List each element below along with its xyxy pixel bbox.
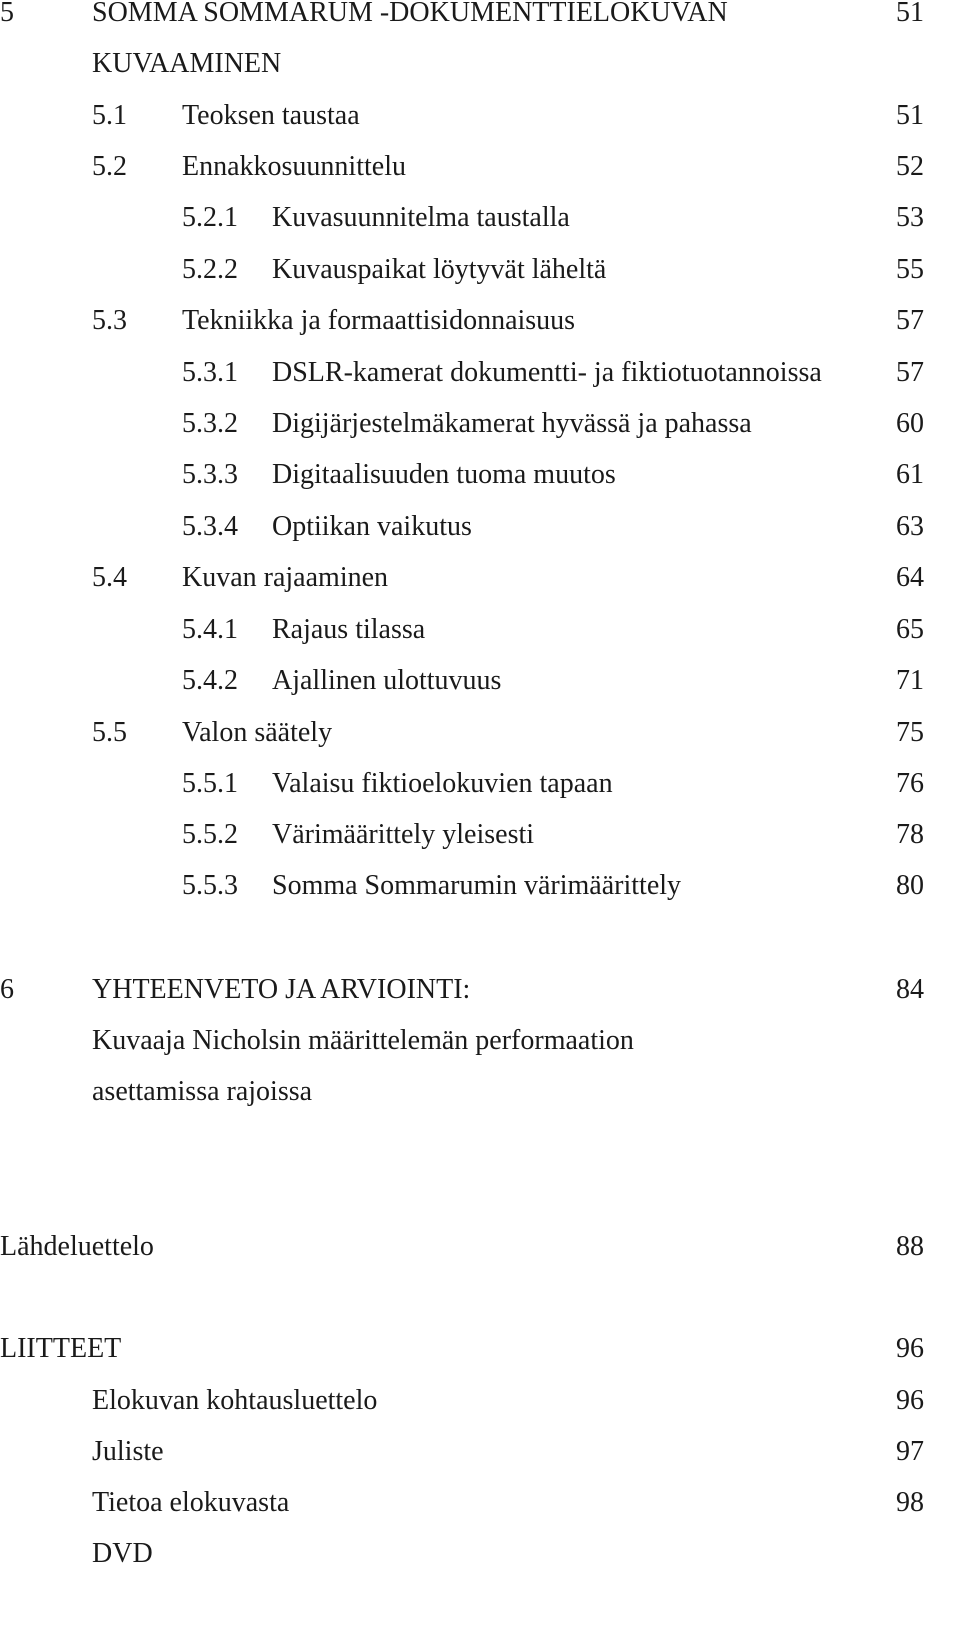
toc-entry-number: 5.2 (92, 151, 127, 182)
toc-entry-number: 5.5 (92, 717, 127, 748)
toc-entry (0, 661, 960, 701)
toc-page-number: 57 (896, 357, 924, 388)
toc-entry-number: 5.3.3 (182, 459, 238, 490)
toc-page-number: 52 (896, 151, 924, 182)
toc-entry-title: Valon säätely (182, 717, 333, 748)
toc-appendices-title: LIITTEET (0, 1333, 122, 1364)
toc-entry-number: 5.4.2 (182, 665, 238, 696)
toc-entry-number: 5.4 (92, 562, 127, 593)
toc-appendix-title: Elokuvan kohtausluettelo (92, 1385, 378, 1416)
toc-entry-number: 5.2.2 (182, 254, 238, 285)
toc-entry (0, 96, 960, 136)
toc-chapter-title: YHTEENVETO JA ARVIOINTI: (92, 974, 471, 1005)
toc-chapter-number: 5 (0, 0, 14, 28)
toc-page-number: 76 (896, 768, 924, 799)
toc-page-number: 96 (896, 1333, 924, 1364)
toc-entry (0, 558, 960, 598)
toc-chapter-5-continuation (0, 44, 960, 84)
toc-page-number: 57 (896, 305, 924, 336)
toc-entry (0, 404, 960, 444)
toc-chapter-title: SOMMA SOMMARUM -DOKUMENTTIELOKUVAN (92, 0, 728, 28)
toc-entry (0, 198, 960, 238)
toc-entry-number: 5.3.2 (182, 408, 238, 439)
toc-chapter-title-continuation: KUVAAMINEN (92, 48, 282, 79)
toc-chapter-5 (0, 0, 960, 33)
toc-entry-title: Kuvasuunnitelma taustalla (272, 202, 570, 233)
toc-entry (0, 815, 960, 855)
toc-appendix-title: Juliste (92, 1436, 164, 1467)
toc-page-number: 80 (896, 870, 924, 901)
toc-chapter-subtitle: asettamissa rajoissa (92, 1076, 313, 1107)
toc-entry-title: Ajallinen ulottuvuus (272, 665, 502, 696)
toc-entry-title: Kuvan rajaaminen (182, 562, 389, 593)
toc-appendices (0, 1329, 960, 1369)
toc-entry-number: 5.5.2 (182, 819, 238, 850)
toc-page-number: 98 (896, 1487, 924, 1518)
toc-page-number: 55 (896, 254, 924, 285)
toc-appendix-item (0, 1534, 960, 1574)
toc-chapter-6 (0, 970, 960, 1010)
toc-entry-number: 5.4.1 (182, 614, 238, 645)
toc-page-number: 60 (896, 408, 924, 439)
toc-page-number: 65 (896, 614, 924, 645)
toc-entry (0, 866, 960, 906)
toc-entry (0, 455, 960, 495)
toc-entry-title: Teoksen taustaa (182, 100, 360, 131)
toc-page-number: 53 (896, 202, 924, 233)
toc-page-number: 51 (896, 100, 924, 131)
toc-entry (0, 764, 960, 804)
toc-chapter-6-continuation (0, 1072, 960, 1112)
toc-page-number: 97 (896, 1436, 924, 1467)
toc-entry (0, 507, 960, 547)
toc-entry (0, 353, 960, 393)
toc-appendix-item (0, 1483, 960, 1523)
toc-entry-title: Rajaus tilassa (272, 614, 426, 645)
toc-appendix-title: Tietoa elokuvasta (92, 1487, 290, 1518)
toc-entry-number: 5.3 (92, 305, 127, 336)
toc-entry-title: Optiikan vaikutus (272, 511, 472, 542)
toc-chapter-number: 6 (0, 974, 14, 1005)
toc-references (0, 1227, 960, 1267)
toc-entry (0, 250, 960, 290)
toc-page-number: 61 (896, 459, 924, 490)
toc-chapter-subtitle: Kuvaaja Nicholsin määrittelemän performaation (92, 1025, 634, 1056)
toc-entry-number: 5.5.3 (182, 870, 238, 901)
toc-appendix-item (0, 1432, 960, 1472)
toc-entry-number: 5.3.4 (182, 511, 238, 542)
toc-page-number: 96 (896, 1385, 924, 1416)
toc-page-number: 78 (896, 819, 924, 850)
toc-entry-number: 5.5.1 (182, 768, 238, 799)
toc-entry-number: 5.1 (92, 100, 127, 131)
toc-entry-title: Kuvauspaikat löytyvät läheltä (272, 254, 607, 285)
toc-entry-title: Digijärjestelmäkamerat hyvässä ja pahassa (272, 408, 752, 439)
toc-page-number: 71 (896, 665, 924, 696)
toc-page-number: 63 (896, 511, 924, 542)
toc-page-number: 51 (896, 0, 924, 28)
toc-entry-title: Tekniikka ja formaattisidonnaisuus (182, 305, 576, 336)
toc-page-number: 64 (896, 562, 924, 593)
toc-entry-number: 5.3.1 (182, 357, 238, 388)
toc-appendix-title: DVD (92, 1538, 153, 1569)
toc-entry (0, 301, 960, 341)
toc-chapter-6-continuation (0, 1021, 960, 1061)
toc-entry-number: 5.2.1 (182, 202, 238, 233)
toc-entry-title: Ennakkosuunnittelu (182, 151, 406, 182)
toc-appendix-item (0, 1381, 960, 1421)
toc-entry-title: DSLR-kamerat dokumentti- ja fiktiotuotannoissa (272, 357, 822, 388)
toc-page-number: 84 (896, 974, 924, 1005)
toc-entry-title: Valaisu fiktioelokuvien tapaan (272, 768, 613, 799)
toc-entry-title: Somma Sommarumin värimäärittely (272, 870, 682, 901)
toc-entry-title: Digitaalisuuden tuoma muutos (272, 459, 616, 490)
toc-entry (0, 147, 960, 187)
toc-references-title: Lähdeluettelo (0, 1231, 154, 1262)
toc-page-number: 88 (896, 1231, 924, 1262)
toc-entry-title: Värimäärittely yleisesti (272, 819, 535, 850)
toc-entry (0, 713, 960, 753)
toc-entry (0, 610, 960, 650)
toc-page-number: 75 (896, 717, 924, 748)
